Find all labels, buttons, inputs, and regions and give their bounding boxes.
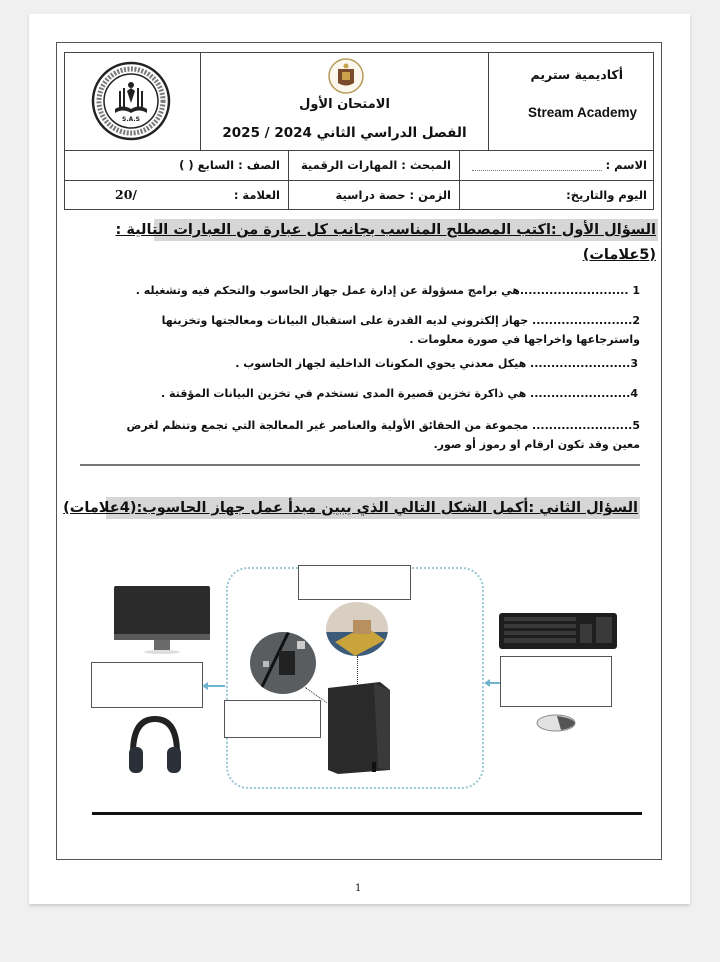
subject-label: المبحث : المهارات الرقمية	[300, 158, 451, 172]
school-logo-icon	[91, 61, 171, 141]
cpu-connector-line	[357, 656, 358, 684]
page-number: 1	[355, 883, 362, 894]
computer-tower-icon	[328, 682, 392, 774]
mark-total: 20/	[115, 187, 137, 202]
mark-label: العلامة :	[233, 188, 280, 202]
exam-title-cell	[201, 53, 489, 150]
arrow-to-output	[207, 685, 225, 687]
time-label: الزمن : حصة دراسية	[335, 188, 451, 202]
processor-answer-box[interactable]	[298, 565, 411, 600]
output-answer-box[interactable]	[91, 662, 203, 708]
question2-heading: السؤال الثاني :أكمل الشكل التالي الذي يبين مبدأ عمل جهاز الحاسوب:(4علامات)	[106, 497, 640, 519]
name-label: الاسم :	[605, 158, 647, 172]
school-name-english: Stream Academy	[527, 105, 637, 120]
item-text: 1 ..........................هي برامج مسؤولة عن إدارة عمل جهاز الحاسوب والتحكم فيه وتشغيله .	[135, 284, 640, 297]
item-text: 4........................ هي ذاكرة تخزين قصيرة المدى تستخدم في تخزين البيانات المؤقتة .	[161, 387, 638, 400]
question1-item-4[interactable]	[161, 384, 638, 403]
cpu-chip-icon	[325, 602, 389, 656]
subject-cell	[289, 150, 460, 180]
question1-heading: السؤال الأول :اكتب المصطلح المناسب بجانب كل عبارة من العبارات التالية :	[154, 219, 658, 241]
question1-item-3[interactable]	[235, 354, 638, 373]
item-text: 2........................ جهاز إلكتروني لديه القدرة على استقبال البيانات ومعالجتها وتخزينها	[161, 314, 640, 327]
school-name-cell	[489, 53, 653, 150]
exam-header-table	[64, 52, 654, 210]
svg-text:S.A.S: S.A.S	[122, 116, 140, 123]
school-name-arabic: أكاديمية ستريم	[530, 67, 623, 82]
input-answer-box[interactable]	[500, 656, 612, 707]
grade-cell	[65, 150, 289, 180]
date-cell[interactable]	[460, 180, 653, 210]
mark-cell	[65, 180, 289, 210]
arrow-from-input	[489, 682, 500, 684]
ram-module-icon	[249, 631, 317, 695]
question1-item-5[interactable]	[127, 416, 640, 454]
exam-term: الفصل الدراسي الثاني 2024 / 2025	[222, 125, 467, 141]
item-text: 3........................ هيكل معدني يحوي المكونات الداخلية لجهاز الحاسوب .	[235, 357, 638, 370]
item-text: 5........................ مجموعة من الحقائق الأولية والعناصر غير المعالجة التي تجمع وتنظم لغرض	[126, 419, 640, 432]
section-divider	[80, 464, 640, 466]
monitor-icon	[112, 585, 212, 657]
keyboard-icon	[498, 612, 618, 652]
question1-marks: (5علامات)	[582, 247, 656, 263]
school-logo-cell	[65, 53, 201, 150]
grade-label: الصف : السابع ( )	[179, 158, 280, 172]
headphones-icon	[126, 713, 184, 777]
name-cell[interactable]	[460, 150, 653, 180]
item-text-continued: معين وقد تكون ارقام او رموز أو صور.	[433, 438, 640, 451]
name-field[interactable]	[472, 158, 647, 172]
memory-answer-box[interactable]	[224, 700, 321, 738]
national-emblem-icon	[327, 57, 365, 95]
name-blank[interactable]	[472, 161, 602, 171]
time-cell	[289, 180, 460, 210]
bottom-rule	[92, 812, 642, 815]
mouse-icon	[535, 712, 577, 734]
item-text-continued: واسترجاعها واخراجها في صورة معلومات .	[409, 333, 640, 346]
date-label: اليوم والتاريخ:	[566, 188, 647, 202]
question1-item-1[interactable]	[136, 281, 640, 300]
question1-item-2[interactable]	[162, 311, 640, 349]
exam-title: الامتحان الأول	[299, 97, 390, 112]
